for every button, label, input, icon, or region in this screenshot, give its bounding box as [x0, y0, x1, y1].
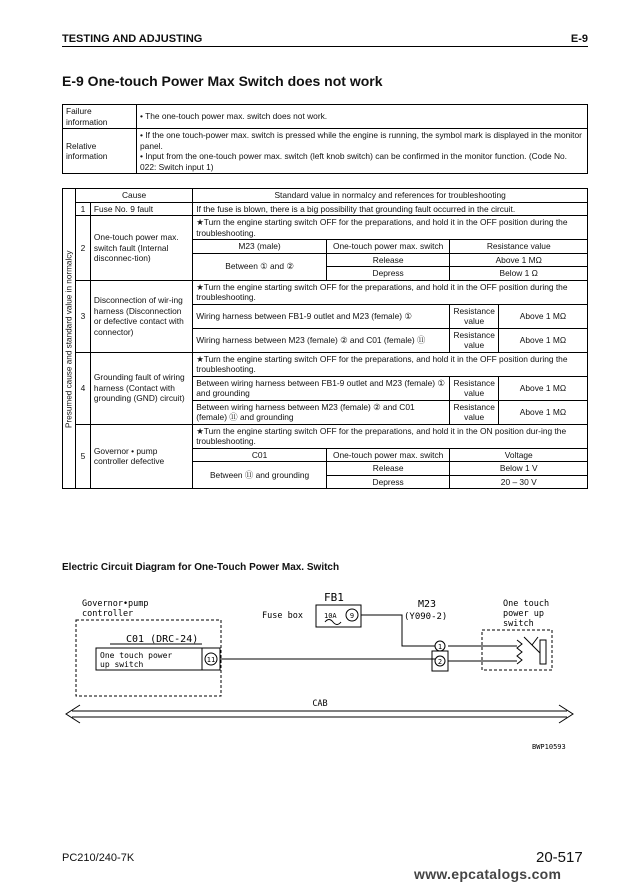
- row-note: ★Turn the engine starting switch OFF for the preparations, and hold it in the OFF position during the troubleshooting.: [193, 352, 588, 376]
- otp-label-3: switch: [503, 619, 534, 629]
- otp-label-1: One touch: [503, 599, 550, 609]
- diagram-title: Electric Circuit Diagram for One-Touch Power Max. Switch: [62, 562, 340, 573]
- std-value: Above 1 MΩ: [498, 328, 587, 352]
- m23-type: (Y090-2): [404, 612, 448, 622]
- diagram-code: BWP10593: [532, 743, 566, 751]
- pin-11: 11: [206, 656, 216, 664]
- row-cause: Governor • pump controller defective: [90, 424, 192, 489]
- relative-label: Relative information: [63, 129, 137, 174]
- std-value: Above 1 MΩ: [498, 376, 587, 400]
- switch-state: Release: [326, 253, 450, 267]
- page-title: E-9 One-touch Power Max Switch does not work: [62, 73, 383, 89]
- col-standard: Standard value in normalcy and references for troubleshooting: [193, 189, 588, 203]
- resistance-label: Resistance value: [450, 328, 498, 352]
- failure-row: [63, 105, 588, 129]
- harness-b: Between wiring harness between M23 (female) ② and C01 (female) ⑪ and grounding: [193, 400, 450, 424]
- switch-state: Depress: [326, 267, 450, 281]
- table-row: [63, 202, 588, 216]
- table-row: [63, 352, 588, 376]
- std-value: Below 1 V: [450, 462, 588, 476]
- sub-col-3: Voltage: [450, 448, 588, 462]
- row-note: ★Turn the engine starting switch OFF for the preparations, and hold it in the OFF position during the troubleshooting.: [193, 280, 588, 304]
- page-header: [62, 33, 588, 45]
- switch-label-2: up switch: [100, 660, 144, 669]
- std-value: Above 1 MΩ: [498, 304, 587, 328]
- harness-b: Wiring harness between M23 (female) ② and C01 (female) ⑪: [193, 328, 450, 352]
- side-label: Presumed cause and standard value in normalcy: [63, 189, 76, 489]
- row-number: 5: [75, 424, 90, 489]
- switch-state: Release: [326, 462, 450, 476]
- row-number: 1: [75, 202, 90, 216]
- relative-item: • If the one touch-power max. switch is pressed while the engine is running, the symbol mark is displayed in the monitor panel.: [140, 130, 582, 151]
- fb1-label: FB1: [324, 591, 344, 604]
- std-value: Above 1 MΩ: [498, 400, 587, 424]
- header-rule: [62, 46, 588, 47]
- spring-icon: [517, 640, 522, 664]
- switch-state: Depress: [326, 475, 450, 489]
- section-code: E-9: [570, 33, 588, 45]
- sub-col-2: One-touch power max. switch: [326, 240, 450, 254]
- table-row: [63, 424, 588, 448]
- c01-label: C01 (DRC-24): [126, 634, 199, 645]
- table-row: [63, 216, 588, 240]
- cab-arrow-right-icon: [559, 705, 573, 723]
- row-cause: Grounding fault of wiring harness (Contact with grounding (GND) circuit): [90, 352, 192, 424]
- gov-label-1: Governor•pump: [82, 599, 149, 609]
- circuit-diagram: [62, 585, 582, 760]
- std-value: Below 1 Ω: [450, 267, 588, 281]
- relative-item: • Input from the one-touch power max. switch (left knob switch) can be confirmed in the monitor function. (Code No. 022: Switch input 1): [140, 151, 567, 172]
- fuse-amp: 10A: [324, 612, 337, 620]
- std-value: Above 1 MΩ: [450, 253, 588, 267]
- harness-a: Wiring harness between FB1-9 outlet and M23 (female) ①: [193, 304, 450, 328]
- table-row: [63, 280, 588, 304]
- pin-1: 1: [437, 643, 443, 651]
- model-label: PC210/240-7K: [62, 852, 135, 864]
- switch-label-1: One touch power: [100, 651, 173, 660]
- relative-text: [137, 129, 588, 174]
- row-cause: Disconnection of wir-ing harness (Disconnection or defective contact with connector): [90, 280, 192, 352]
- sub-col-3: Resistance value: [450, 240, 588, 254]
- resistance-label: Resistance value: [450, 304, 498, 328]
- sub-col-1: M23 (male): [193, 240, 327, 254]
- failure-label: Failure information: [63, 105, 137, 129]
- row-number: 3: [75, 280, 90, 352]
- relative-row: [63, 129, 588, 174]
- harness-a: Between wiring harness between FB1-9 outlet and M23 (female) ① and grounding: [193, 376, 450, 400]
- header-row: [63, 189, 588, 203]
- row-number: 2: [75, 216, 90, 281]
- pin-9: 9: [349, 612, 355, 620]
- sub-col-2: One-touch power max. switch: [326, 448, 450, 462]
- row-number: 4: [75, 352, 90, 424]
- page-number: 20-517: [536, 849, 583, 866]
- resistance-label: Resistance value: [450, 400, 498, 424]
- switch-button-icon: [540, 640, 546, 664]
- switch-lever-icon: [524, 637, 540, 653]
- sub-col-1: C01: [193, 448, 327, 462]
- resistance-label: Resistance value: [450, 376, 498, 400]
- info-table: [62, 104, 588, 174]
- row-cause: One-touch power max. switch fault (Internal disconnec-tion): [90, 216, 192, 281]
- col-cause: Cause: [75, 189, 192, 203]
- measure-between: Between ⑪ and grounding: [193, 462, 327, 489]
- gov-label-2: controller: [82, 609, 134, 619]
- cab-arrow-left-icon: [66, 705, 80, 723]
- row-note: ★Turn the engine starting switch OFF for the preparations, and hold it in the ON position dur-ing the troubleshooting.: [193, 424, 588, 448]
- m23-label: M23: [418, 599, 437, 610]
- measure-between: Between ① and ②: [193, 253, 327, 280]
- cab-label: CAB: [312, 699, 328, 709]
- section-name: TESTING AND ADJUSTING: [62, 33, 203, 45]
- std-value: 20 – 30 V: [450, 475, 588, 489]
- cause-table: [62, 188, 588, 489]
- watermark: www.epcatalogs.com: [414, 866, 562, 882]
- fusebox-label: Fuse box: [262, 611, 303, 621]
- failure-text: • The one-touch power max. switch does not work.: [137, 105, 588, 129]
- pin-2: 2: [437, 658, 443, 666]
- row-cause: Fuse No. 9 fault: [90, 202, 192, 216]
- row-text: If the fuse is blown, there is a big possibility that grounding fault occurred in the circuit.: [193, 202, 588, 216]
- fuse-icon: [325, 620, 341, 625]
- row-note: ★Turn the engine starting switch OFF for the preparations, and hold it in the OFF position during the troubleshooting.: [193, 216, 588, 240]
- otp-label-2: power up: [503, 609, 544, 619]
